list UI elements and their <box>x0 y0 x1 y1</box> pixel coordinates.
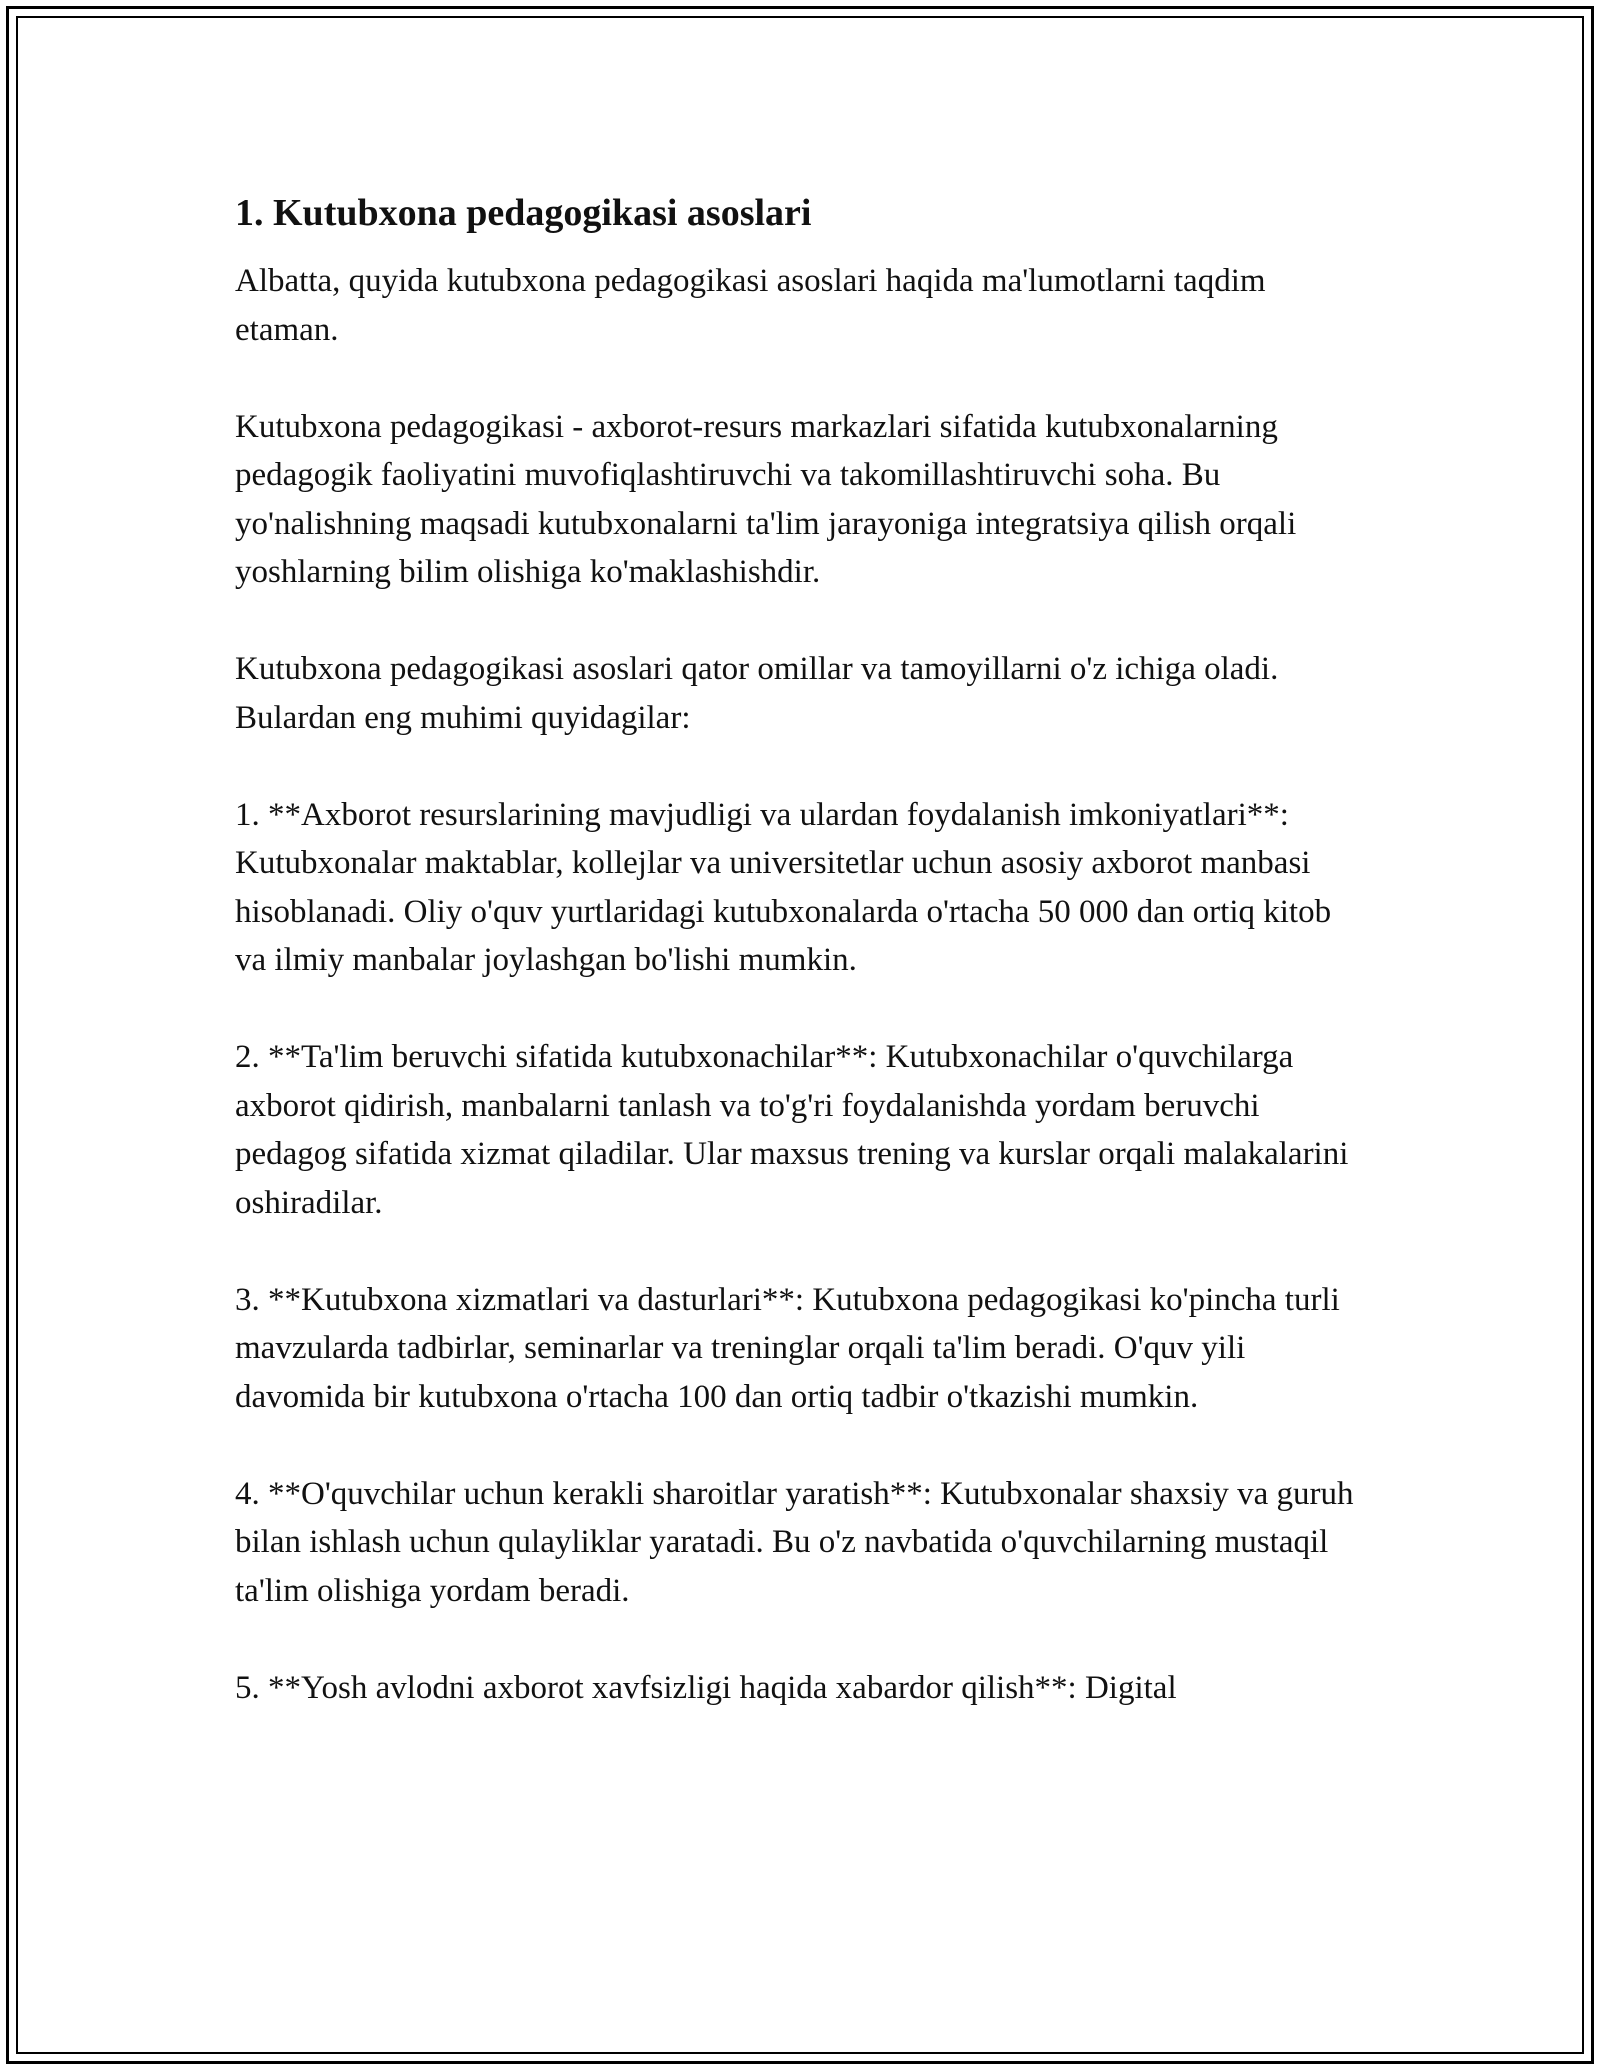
intro-paragraph: Albatta, quyida kutubxona pedagogikasi asoslari haqida ma'lumotlarni taqdim etaman. <box>235 263 1266 348</box>
document-title: 1. Kutubxona pedagogikasi asoslari <box>235 192 812 234</box>
definition-paragraph: Kutubxona pedagogikasi - axborot-resurs markazlari sifatida kutubxonalarning pedagogik faoliyatini muvofiqlashtiruvchi va takomillashtiruvchi soha. Bu yo'nalishning maqsadi kutubxonalarni ta'lim jarayoniga integratsiya qilish orqali yoshlarning bilim olishiga ko'maklashishdir. <box>235 408 1297 590</box>
principles-intro-paragraph: Kutubxona pedagogikasi asoslari qator omillar va tamoyillarni o'z ichiga oladi. Bulardan eng muhimi quyidagilar: <box>235 651 1279 736</box>
list-item-4: 4. **O'quvchilar uchun kerakli sharoitlar yaratish**: Kutubxonalar shaxsiy va guruh bilan ishlash uchun qulayliklar yaratadi. Bu o'z navbatida o'quvchilarning mustaqil ta'lim olishiga yordam beradi. <box>235 1475 1354 1609</box>
list-item-3: 3. **Kutubxona xizmatlari va dasturlari**: Kutubxona pedagogikasi ko'pincha turli mavzularda tadbirlar, seminarlar va treninglar orqali ta'lim beradi. O'quv yili davomida bir kutubxona o'rtacha 100 dan ortiq tadbir o'tkazishi mumkin. <box>235 1281 1340 1415</box>
list-item-2: 2. **Ta'lim beruvchi sifatida kutubxonachilar**: Kutubxonachilar o'quvchilarga axborot qidirish, manbalarni tanlash va to'g'ri foydalanishda yordam beruvchi pedagog sifatida xizmat qiladilar. Ular maxsus trening va kurslar orqali malakalarini oshiradilar. <box>235 1039 1349 1221</box>
list-item-1: 1. **Axborot resurslarining mavjudligi va ulardan foydalanish imkoniyatlari**: Kutubxonalar maktablar, kollejlar va universitetlar uchun asosiy axborot manbasi hisoblanadi. Oliy o'quv yurtlaridagi kutubxonalarda o'rtacha 50 000 dan ortiq kitob va ilmiy manbalar joylashgan bo'lishi mumkin. <box>235 796 1332 978</box>
document-body <box>235 187 1365 1761</box>
list-item-5: 5. **Yosh avlodni axborot xavfsizligi haqida xabardor qilish**: Digital <box>235 1669 1177 1706</box>
